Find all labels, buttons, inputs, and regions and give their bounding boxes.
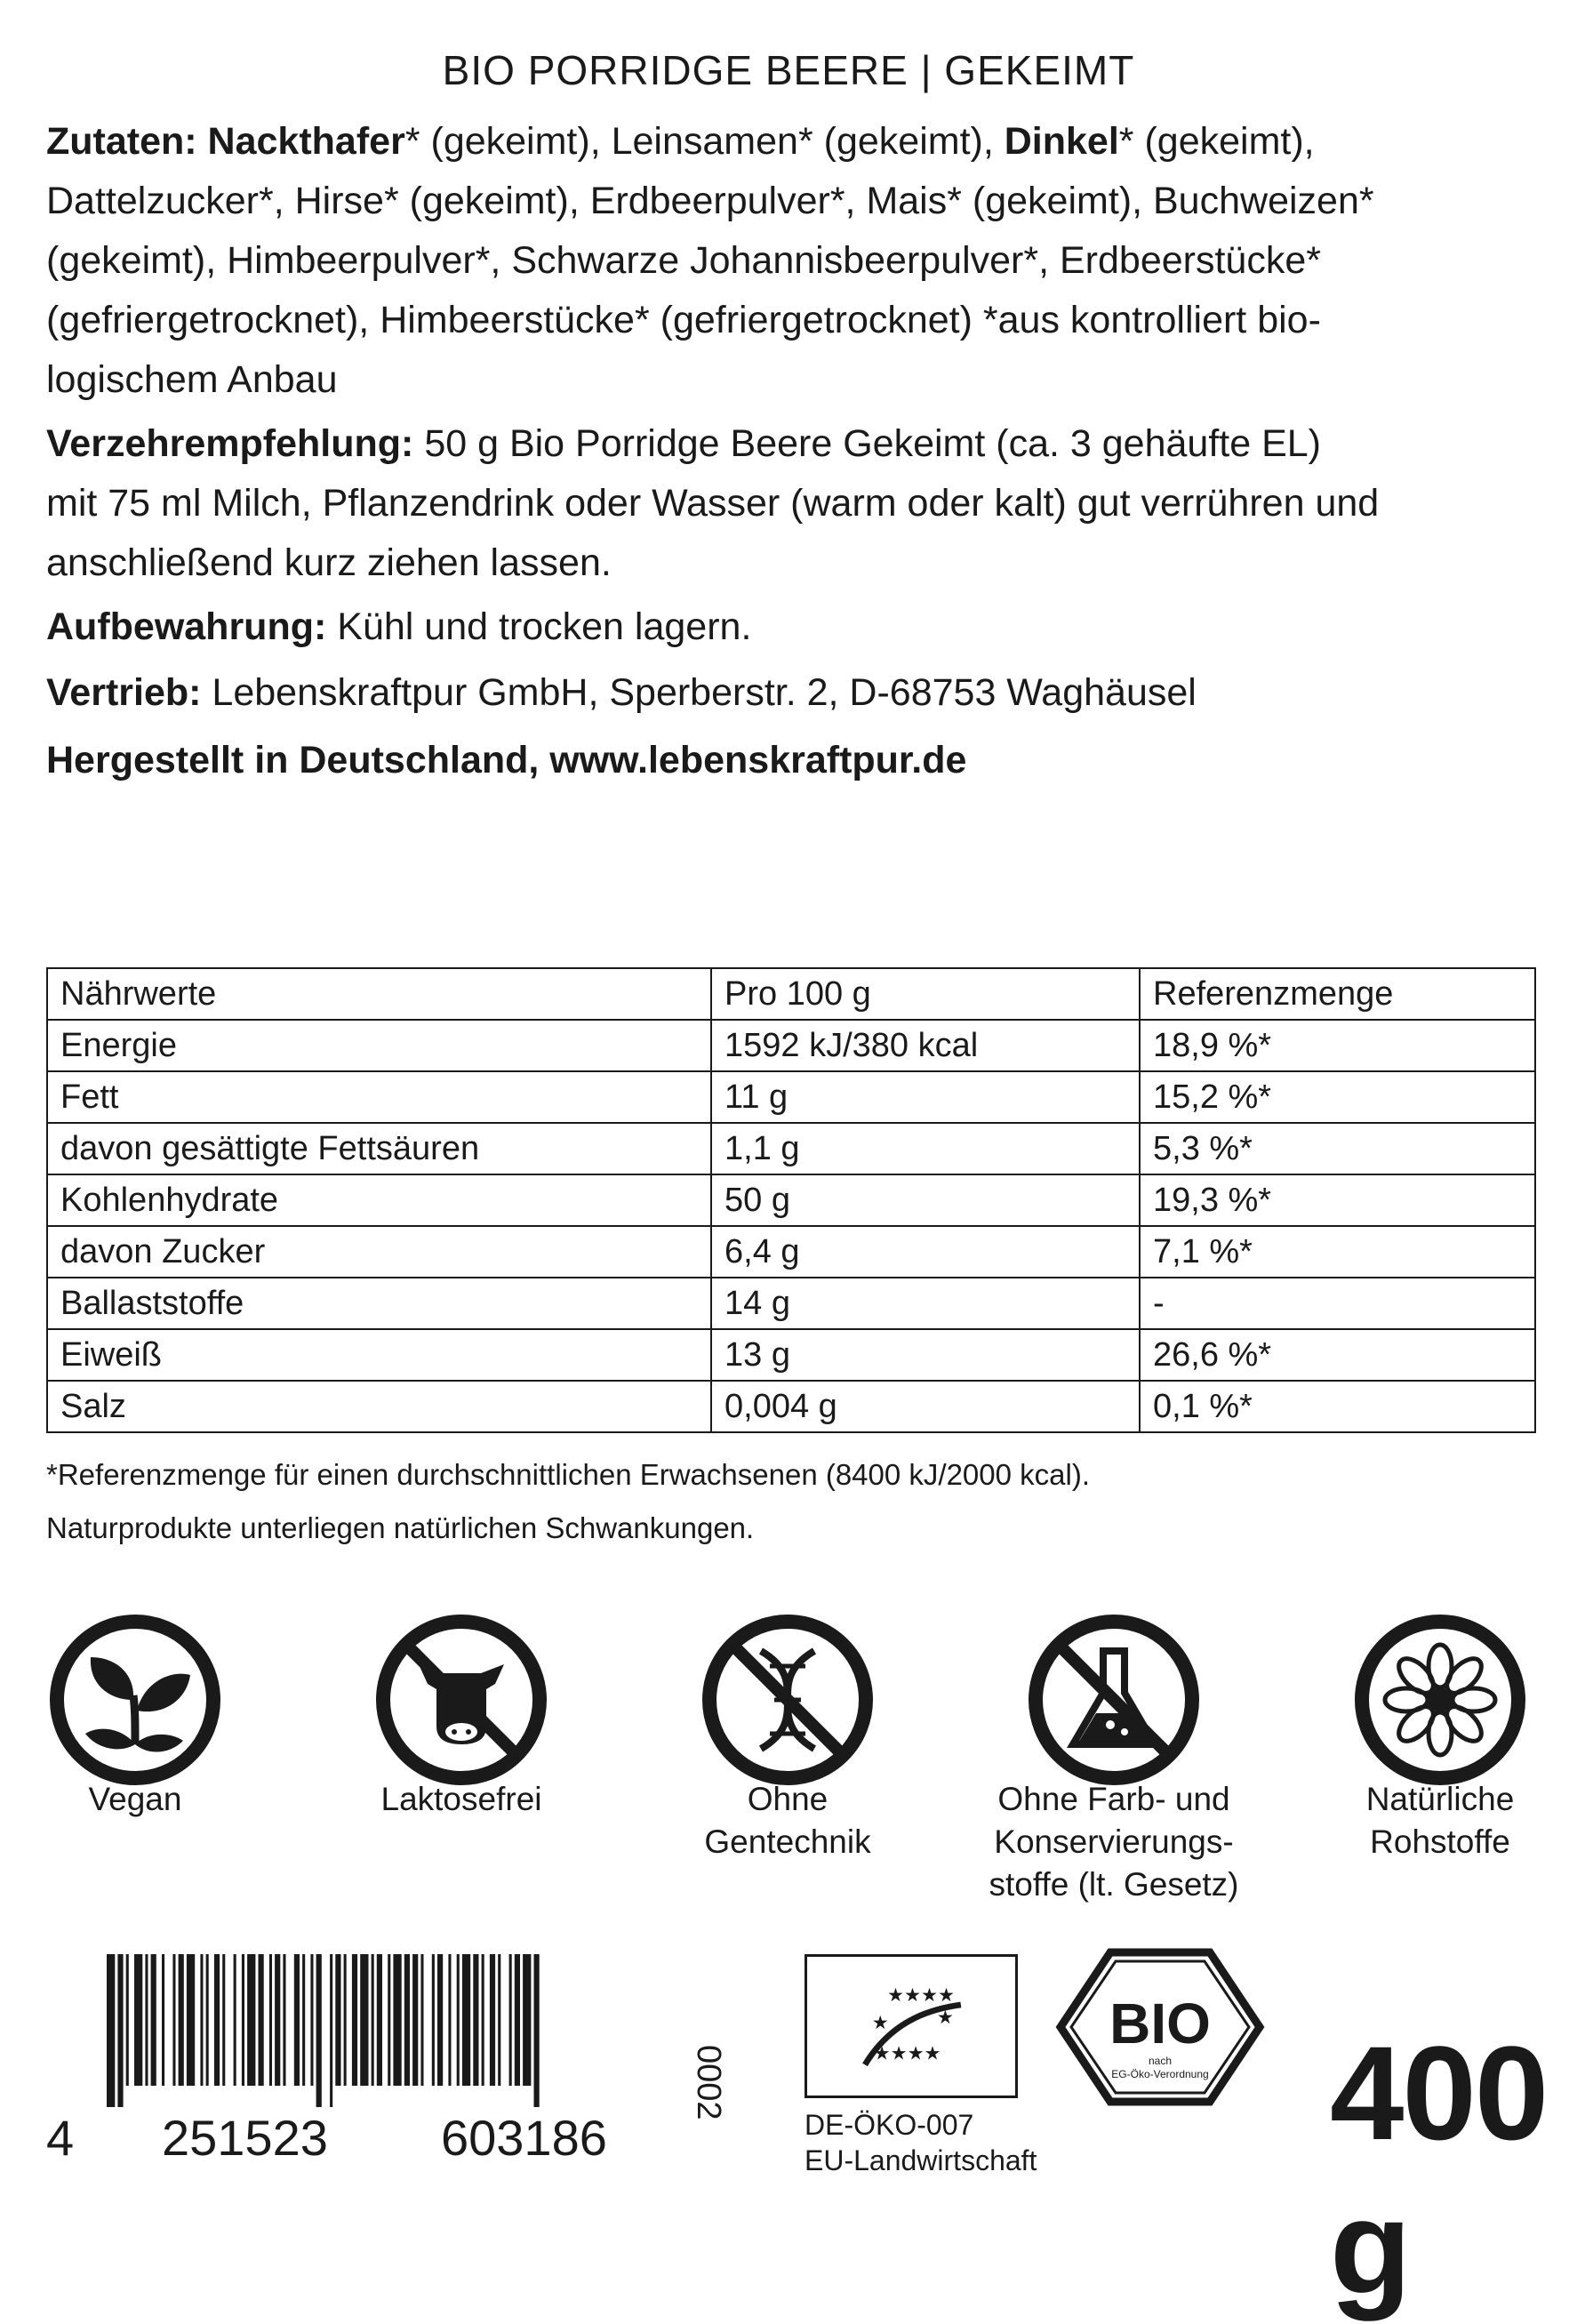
no-dna-icon [699, 1611, 877, 1789]
barcode-bar [117, 1954, 123, 2107]
made-in-text: Hergestellt in Deutschland, www.lebenskraftpur.de [46, 739, 967, 781]
barcode-bar [187, 1954, 195, 2086]
header-cell: Referenzmenge [1140, 968, 1535, 1020]
badge-line: Vegan [88, 1781, 182, 1817]
badge-label-vegan [2, 1778, 268, 1821]
badge-line: Gentechnik [704, 1823, 871, 1860]
bio-seal-text: BIO [1109, 1991, 1211, 2056]
nutrient-value: 50 g [711, 1174, 1140, 1226]
badge-label-no-gmo [654, 1778, 921, 1863]
barcode-bar [259, 1954, 264, 2086]
table-row [47, 1226, 1535, 1278]
badge-line: Konservierungs- [994, 1823, 1234, 1860]
nutrient-name: Eiweiß [47, 1329, 711, 1381]
barcode-bar [344, 1954, 347, 2086]
nutrient-name: Energie [47, 1020, 711, 1071]
no-flask-icon [1025, 1611, 1203, 1789]
barcode-bar [162, 1954, 164, 2086]
barcode-bar [437, 1954, 443, 2086]
badge-line: Rohstoffe [1370, 1823, 1510, 1860]
svg-text:★★★★: ★★★★ [873, 2041, 941, 2064]
recommendation-line2: mit 75 ml Milch, Pflanzendrink oder Wasser (warm oder kalt) gut verrühren und [46, 482, 1380, 525]
recommendation-line3: anschließend kurz ziehen lassen. [46, 541, 612, 584]
barcode-bar [457, 1954, 460, 2086]
nutrient-name: Ballaststoffe [47, 1278, 711, 1329]
eu-organic-logo [805, 1954, 1018, 2098]
table-row [47, 1329, 1535, 1381]
barcode-bar [335, 1954, 340, 2086]
table-row [47, 1071, 1535, 1123]
barcode-bar [482, 1954, 484, 2086]
badge-line: Ohne [747, 1781, 829, 1817]
ingredients-line4: (gefriergetrocknet), Himbeerstücke* (gefriergetrocknet) *aus kontrolliert bio- [46, 299, 1321, 341]
nutrient-name: Kohlenhydrate [47, 1174, 711, 1226]
ingredients-line5: logischem Anbau [46, 358, 338, 401]
svg-text:★: ★ [936, 2006, 954, 2029]
bio-seal-sub2: EG-Öko-Verordnung [1111, 2068, 1209, 2080]
table-header-row [47, 968, 1535, 1020]
no-cow-icon [372, 1611, 550, 1789]
barcode-bar [448, 1954, 451, 2086]
eu-organic-code: DE-ÖKO-007 [805, 2109, 974, 2141]
badge-label-no-additives [981, 1778, 1247, 1906]
badge-line: Laktosefrei [380, 1781, 542, 1817]
nutrient-value: 6,4 g [711, 1226, 1140, 1278]
header-cell: Pro 100 g [711, 968, 1140, 1020]
nutrient-reference: 5,3 %* [1140, 1123, 1535, 1174]
badge-label-lactose-free [328, 1778, 595, 1821]
badge-line: Ohne Farb- und [997, 1781, 1230, 1817]
distribution-text [46, 663, 1540, 723]
barcode-bar [145, 1954, 148, 2086]
barcode-bar [310, 1954, 313, 2086]
bio-seal-sub1: nach [1148, 2055, 1173, 2067]
barcode-bar [393, 1954, 401, 2086]
barcode-group1: 251523 [162, 2110, 328, 2166]
barcode-bar [294, 1954, 300, 2086]
barcode-bar [200, 1954, 203, 2086]
nutrient-reference: - [1140, 1278, 1535, 1329]
ingredients-line2: Dattelzucker*, Hirse* (gekeimt), Erdbeerpulver*, Mais* (gekeimt), Buchweizen* [46, 180, 1374, 222]
nutrient-reference: 15,2 %* [1140, 1071, 1535, 1123]
nutrient-reference: 7,1 %* [1140, 1226, 1535, 1278]
storage-text [46, 597, 1540, 657]
table-row [47, 1020, 1535, 1071]
natural-products-note: Naturprodukte unterliegen natürlichen Schwankungen. [46, 1511, 755, 1544]
barcode-addon: 0002 [690, 2045, 727, 2120]
svg-text:★★★★: ★★★★ [887, 1983, 955, 2007]
barcode-bar [534, 1954, 540, 2107]
barcode-bar [432, 1954, 435, 2086]
barcode-bar [352, 1954, 357, 2086]
barcode-bar [473, 1954, 478, 2086]
barcode-bar [462, 1954, 470, 2086]
badge-line: Natürliche [1365, 1781, 1515, 1817]
barcode-bar [134, 1954, 142, 2086]
barcode-bar [509, 1954, 512, 2086]
nutrient-value: 1592 kJ/380 kcal [711, 1020, 1140, 1071]
flower-icon [1351, 1611, 1529, 1789]
barcode-bar [377, 1954, 382, 2086]
nutrient-value: 14 g [711, 1278, 1140, 1329]
nutrient-value: 1,1 g [711, 1123, 1140, 1174]
storage-label: Aufbewahrung: [46, 605, 327, 648]
distribution-label: Vertrieb: [46, 671, 202, 714]
svg-text:★: ★ [871, 2010, 889, 2033]
barcode-bar [107, 1954, 115, 2107]
barcode-bar [316, 1954, 322, 2107]
barcode-bar [275, 1954, 280, 2086]
table-row [47, 1123, 1535, 1174]
nutrient-name: davon Zucker [47, 1226, 711, 1278]
nutrient-reference: 19,3 %* [1140, 1174, 1535, 1226]
barcode-bar [179, 1954, 184, 2086]
barcode [107, 1954, 640, 2107]
ingredients-line3: (gekeimt), Himbeerpulver*, Schwarze Johannisbeerpulver*, Erdbeerstücke* [46, 239, 1321, 282]
recommendation-line1: 50 g Bio Porridge Beere Gekeimt (ca. 3 gehäufte EL) [424, 422, 1321, 465]
barcode-bar [412, 1954, 418, 2086]
barcode-bar [372, 1954, 374, 2086]
recommendation-text [46, 414, 1540, 593]
barcode-bar [388, 1954, 390, 2086]
nutrient-name: davon gesättigte Fettsäuren [47, 1123, 711, 1174]
barcode-bar [283, 1954, 285, 2086]
barcode-bar [498, 1954, 500, 2086]
badge-label-natural [1307, 1778, 1573, 1863]
barcode-bar [269, 1954, 272, 2086]
barcode-bar [523, 1954, 531, 2086]
barcode-bar [214, 1954, 220, 2086]
barcode-bar [206, 1954, 209, 2086]
table-row [47, 1278, 1535, 1329]
storage-value: Kühl und trocken lagern. [337, 605, 752, 648]
ingredients-text [46, 112, 1540, 410]
nutrient-name: Fett [47, 1071, 711, 1123]
nutrient-value: 13 g [711, 1329, 1140, 1381]
nutrient-value: 0,004 g [711, 1381, 1140, 1432]
nutrient-reference: 26,6 %* [1140, 1329, 1535, 1381]
barcode-bar [222, 1954, 225, 2086]
barcode-bar [490, 1954, 495, 2086]
barcode-bar [151, 1954, 156, 2086]
eu-organic-origin: EU-Landwirtschaft [805, 2144, 1037, 2176]
nutrition-table [46, 967, 1536, 1433]
ingredient-nackthafer: Nackthafer [207, 120, 405, 163]
barcode-bar [126, 1954, 129, 2086]
table-row [47, 1381, 1535, 1432]
distribution-value: Lebenskraftpur GmbH, Sperberstr. 2, D-68753 Waghäusel [212, 671, 1197, 714]
barcode-group2: 603186 [441, 2110, 607, 2166]
ingredients-line1: * (gekeimt), Leinsamen* (gekeimt), [404, 120, 1005, 163]
barcode-bar [360, 1954, 368, 2086]
barcode-bar [302, 1954, 305, 2086]
nutrient-reference: 0,1 %* [1140, 1381, 1535, 1432]
barcode-bar [420, 1954, 423, 2086]
recommendation-label: Verzehrempfehlung: [46, 422, 414, 465]
barcode-first-digit: 4 [46, 2110, 75, 2166]
product-title: BIO PORRIDGE BEERE | GEKEIMT [442, 47, 1135, 93]
ingredient-dinkel: Dinkel [1004, 120, 1119, 163]
table-row [47, 1174, 1535, 1226]
barcode-bar [515, 1954, 520, 2086]
barcode-bar [404, 1954, 410, 2086]
nutrient-value: 11 g [711, 1071, 1140, 1123]
badge-line: stoffe (lt. Gesetz) [989, 1866, 1239, 1903]
bio-seal-logo [1055, 1947, 1265, 2107]
net-weight: 400 g [1330, 2018, 1548, 2321]
barcode-bar [247, 1954, 255, 2086]
leaves-icon [46, 1611, 224, 1789]
barcode-bar [234, 1954, 236, 2086]
header-cell: Nährwerte [47, 968, 711, 1020]
ingredients-label: Zutaten: [46, 120, 197, 163]
nutrient-reference: 18,9 %* [1140, 1020, 1535, 1071]
reference-footnote: *Referenzmenge für einen durchschnittlichen Erwachsenen (8400 kJ/2000 kcal). [46, 1458, 1090, 1491]
barcode-bar [330, 1954, 332, 2107]
nutrient-name: Salz [47, 1381, 711, 1432]
barcode-bar [242, 1954, 244, 2086]
barcode-bar [172, 1954, 175, 2086]
ingredients-line1-end: * (gekeimt), [1118, 120, 1315, 163]
